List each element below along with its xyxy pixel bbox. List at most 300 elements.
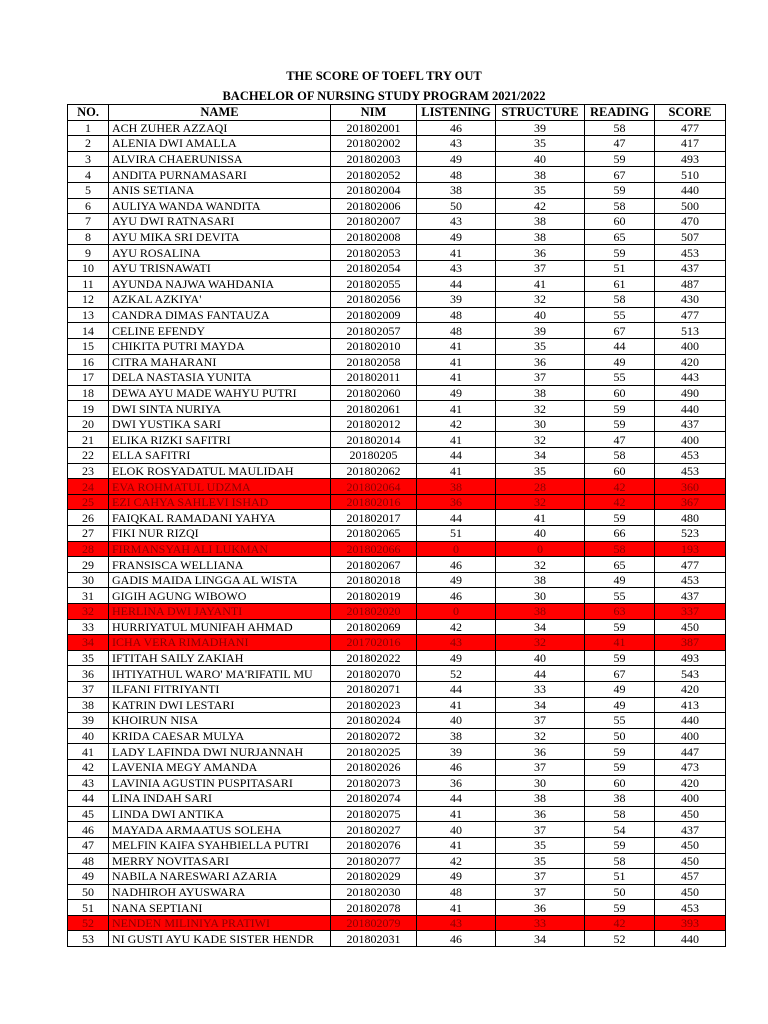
cell-structure: 34 [496,931,585,947]
table-row [68,323,726,339]
table-row [68,182,726,198]
cell-score: 453 [655,245,726,261]
cell-reading: 59 [585,416,655,432]
table-row [68,681,726,697]
cell-listening: 43 [417,635,496,651]
header-no: NO. [68,105,109,121]
cell-reading: 65 [585,557,655,573]
cell-structure: 28 [496,479,585,495]
table-row [68,619,726,635]
cell-score: 450 [655,619,726,635]
cell-reading: 58 [585,292,655,308]
cell-nim: 201802031 [331,931,417,947]
cell-score: 453 [655,900,726,916]
cell-nim: 201702016 [331,635,417,651]
cell-no: 26 [68,510,109,526]
cell-name: NANA SEPTIANI [109,900,331,916]
cell-structure: 38 [496,604,585,620]
cell-score: 490 [655,385,726,401]
cell-reading: 44 [585,338,655,354]
cell-listening: 40 [417,822,496,838]
cell-reading: 59 [585,900,655,916]
table-row [68,557,726,573]
cell-name: AULIYA WANDA WANDITA [109,198,331,214]
cell-listening: 36 [417,494,496,510]
cell-name: DWI YUSTIKA SARI [109,416,331,432]
cell-listening: 41 [417,401,496,417]
cell-listening: 43 [417,260,496,276]
cell-reading: 58 [585,853,655,869]
cell-listening: 51 [417,526,496,542]
cell-score: 387 [655,635,726,651]
cell-score: 437 [655,416,726,432]
table-header-row [68,105,726,121]
table-row [68,167,726,183]
cell-structure: 35 [496,853,585,869]
cell-structure: 42 [496,198,585,214]
cell-listening: 41 [417,697,496,713]
cell-no: 31 [68,588,109,604]
cell-no: 24 [68,479,109,495]
table-row [68,354,726,370]
cell-name: LAVINIA AGUSTIN PUSPITASARI [109,775,331,791]
cell-name: HERLINA DWI JAYANTI [109,604,331,620]
cell-listening: 42 [417,416,496,432]
cell-structure: 40 [496,307,585,323]
cell-name: ELIKA RIZKI SAFITRI [109,432,331,448]
cell-reading: 61 [585,276,655,292]
table-row [68,900,726,916]
cell-no: 29 [68,557,109,573]
cell-score: 393 [655,915,726,931]
cell-name: MELFIN KAIFA SYAHBIELLA PUTRI [109,837,331,853]
cell-structure: 33 [496,915,585,931]
cell-no: 20 [68,416,109,432]
cell-no: 41 [68,744,109,760]
table-row [68,526,726,542]
cell-reading: 52 [585,931,655,947]
cell-no: 46 [68,822,109,838]
cell-no: 53 [68,931,109,947]
cell-structure: 38 [496,167,585,183]
cell-structure: 38 [496,572,585,588]
cell-reading: 59 [585,744,655,760]
cell-nim: 201802076 [331,837,417,853]
cell-score: 193 [655,541,726,557]
cell-no: 44 [68,791,109,807]
cell-structure: 37 [496,260,585,276]
cell-no: 12 [68,292,109,308]
cell-listening: 46 [417,557,496,573]
cell-reading: 38 [585,791,655,807]
cell-score: 477 [655,120,726,136]
cell-reading: 58 [585,448,655,464]
table-row [68,713,726,729]
cell-score: 437 [655,588,726,604]
cell-nim: 201802006 [331,198,417,214]
header-nim: NIM [331,105,417,121]
cell-name: ILFANI FITRIYANTI [109,681,331,697]
cell-score: 420 [655,681,726,697]
table-row [68,884,726,900]
cell-listening: 41 [417,900,496,916]
cell-listening: 38 [417,479,496,495]
cell-reading: 54 [585,822,655,838]
cell-no: 38 [68,697,109,713]
cell-no: 8 [68,229,109,245]
cell-nim: 201802054 [331,260,417,276]
cell-no: 36 [68,666,109,682]
cell-listening: 48 [417,323,496,339]
cell-nim: 201802027 [331,822,417,838]
table-row-highlighted [68,604,726,620]
cell-structure: 37 [496,759,585,775]
cell-listening: 43 [417,136,496,152]
cell-no: 15 [68,338,109,354]
table-row [68,136,726,152]
cell-score: 453 [655,463,726,479]
cell-listening: 38 [417,182,496,198]
cell-nim: 201802071 [331,681,417,697]
cell-nim: 201802012 [331,416,417,432]
cell-reading: 58 [585,120,655,136]
cell-listening: 41 [417,370,496,386]
cell-no: 32 [68,604,109,620]
cell-no: 11 [68,276,109,292]
cell-listening: 41 [417,245,496,261]
cell-nim: 201802056 [331,292,417,308]
cell-reading: 49 [585,354,655,370]
cell-reading: 59 [585,245,655,261]
cell-reading: 65 [585,229,655,245]
cell-reading: 49 [585,572,655,588]
cell-reading: 60 [585,775,655,791]
cell-structure: 37 [496,822,585,838]
cell-score: 400 [655,338,726,354]
cell-structure: 35 [496,463,585,479]
header-score: SCORE [655,105,726,121]
table-row-highlighted [68,494,726,510]
cell-reading: 47 [585,136,655,152]
cell-score: 510 [655,167,726,183]
cell-nim: 201802011 [331,370,417,386]
cell-score: 473 [655,759,726,775]
cell-structure: 0 [496,541,585,557]
cell-name: LINDA DWI ANTIKA [109,806,331,822]
cell-structure: 35 [496,338,585,354]
cell-listening: 48 [417,307,496,323]
cell-nim: 201802024 [331,713,417,729]
cell-structure: 32 [496,728,585,744]
cell-reading: 51 [585,869,655,885]
cell-listening: 46 [417,120,496,136]
cell-name: DWI SINTA NURIYA [109,401,331,417]
cell-listening: 41 [417,432,496,448]
cell-no: 13 [68,307,109,323]
cell-name: ELLA SAFITRI [109,448,331,464]
cell-structure: 37 [496,713,585,729]
table-row [68,931,726,947]
cell-score: 480 [655,510,726,526]
cell-no: 30 [68,572,109,588]
table-row [68,463,726,479]
table-row [68,775,726,791]
cell-name: ANIS SETIANA [109,182,331,198]
cell-listening: 38 [417,728,496,744]
cell-score: 523 [655,526,726,542]
cell-structure: 36 [496,806,585,822]
cell-score: 500 [655,198,726,214]
cell-listening: 46 [417,931,496,947]
table-row [68,307,726,323]
cell-name: CANDRA DIMAS FANTAUZA [109,307,331,323]
cell-structure: 40 [496,151,585,167]
cell-score: 543 [655,666,726,682]
table-row [68,650,726,666]
cell-no: 17 [68,370,109,386]
cell-no: 40 [68,728,109,744]
table-row-highlighted [68,635,726,651]
cell-name: DEWA AYU MADE WAHYU PUTRI [109,385,331,401]
cell-no: 45 [68,806,109,822]
table-row [68,338,726,354]
cell-score: 447 [655,744,726,760]
cell-name: AYUNDA NAJWA WAHDANIA [109,276,331,292]
cell-no: 28 [68,541,109,557]
cell-name: LADY LAFINDA DWI NURJANNAH [109,744,331,760]
cell-listening: 39 [417,744,496,760]
table-row [68,229,726,245]
cell-nim: 201802018 [331,572,417,588]
cell-structure: 37 [496,370,585,386]
cell-nim: 201802069 [331,619,417,635]
cell-name: AYU MIKA SRI DEVITA [109,229,331,245]
cell-name: AYU TRISNAWATI [109,260,331,276]
cell-structure: 39 [496,120,585,136]
cell-listening: 49 [417,869,496,885]
cell-listening: 49 [417,650,496,666]
header-reading: READING [585,105,655,121]
cell-nim: 201802007 [331,214,417,230]
cell-name: GADIS MAIDA LINGGA AL WISTA [109,572,331,588]
table-row [68,198,726,214]
cell-nim: 201802026 [331,759,417,775]
cell-score: 450 [655,884,726,900]
cell-nim: 201802052 [331,167,417,183]
cell-no: 5 [68,182,109,198]
table-row [68,806,726,822]
cell-no: 47 [68,837,109,853]
cell-score: 420 [655,775,726,791]
cell-score: 360 [655,479,726,495]
cell-name: FRANSISCA WELLIANA [109,557,331,573]
table-row [68,869,726,885]
table-row [68,510,726,526]
cell-score: 400 [655,728,726,744]
cell-nim: 201802073 [331,775,417,791]
document-title: THE SCORE OF TOEFL TRY OUT [286,69,482,83]
cell-structure: 44 [496,666,585,682]
table-row-highlighted [68,915,726,931]
cell-name: AZKAL AZKIYA' [109,292,331,308]
cell-structure: 40 [496,650,585,666]
cell-nim: 201802072 [331,728,417,744]
cell-name: ANDITA PURNAMASARI [109,167,331,183]
cell-reading: 55 [585,588,655,604]
cell-no: 10 [68,260,109,276]
cell-structure: 41 [496,510,585,526]
cell-structure: 36 [496,744,585,760]
cell-nim: 201802029 [331,869,417,885]
cell-nim: 201802016 [331,494,417,510]
cell-nim: 201802061 [331,401,417,417]
cell-structure: 41 [496,276,585,292]
cell-listening: 42 [417,619,496,635]
cell-reading: 42 [585,915,655,931]
cell-listening: 0 [417,604,496,620]
table-row [68,276,726,292]
cell-structure: 32 [496,432,585,448]
cell-listening: 43 [417,915,496,931]
table-row [68,292,726,308]
cell-name: IHTIYATHUL WARO' MA'RIFATIL MU [109,666,331,682]
cell-nim: 201802004 [331,182,417,198]
cell-name: NABILA NARESWARI AZARIA [109,869,331,885]
cell-score: 493 [655,650,726,666]
cell-listening: 46 [417,759,496,775]
table-row [68,120,726,136]
cell-structure: 39 [496,323,585,339]
cell-reading: 66 [585,526,655,542]
cell-listening: 49 [417,385,496,401]
document-header [0,66,768,107]
table-row [68,370,726,386]
cell-reading: 50 [585,728,655,744]
cell-score: 450 [655,853,726,869]
table-body [68,120,726,946]
cell-no: 25 [68,494,109,510]
cell-listening: 41 [417,806,496,822]
cell-structure: 34 [496,697,585,713]
cell-no: 23 [68,463,109,479]
cell-nim: 201802020 [331,604,417,620]
cell-name: LINA INDAH SARI [109,791,331,807]
cell-nim: 201802014 [331,432,417,448]
table-row [68,837,726,853]
cell-reading: 67 [585,666,655,682]
cell-nim: 201802008 [331,229,417,245]
cell-score: 450 [655,806,726,822]
cell-reading: 60 [585,214,655,230]
cell-reading: 59 [585,510,655,526]
cell-name: ACH ZUHER AZZAQI [109,120,331,136]
cell-name: GIGIH AGUNG WIBOWO [109,588,331,604]
cell-reading: 58 [585,198,655,214]
cell-structure: 32 [496,557,585,573]
cell-reading: 59 [585,182,655,198]
cell-no: 48 [68,853,109,869]
table-row [68,214,726,230]
table-row [68,853,726,869]
cell-listening: 44 [417,510,496,526]
cell-listening: 0 [417,541,496,557]
cell-reading: 59 [585,619,655,635]
cell-reading: 41 [585,635,655,651]
cell-score: 443 [655,370,726,386]
cell-nim: 201802064 [331,479,417,495]
cell-score: 477 [655,557,726,573]
cell-nim: 201802009 [331,307,417,323]
cell-no: 22 [68,448,109,464]
cell-score: 420 [655,354,726,370]
cell-no: 42 [68,759,109,775]
cell-listening: 49 [417,572,496,588]
cell-structure: 33 [496,681,585,697]
cell-score: 440 [655,401,726,417]
cell-no: 7 [68,214,109,230]
cell-name: FAIQKAL RAMADANI YAHYA [109,510,331,526]
cell-score: 367 [655,494,726,510]
cell-nim: 201802022 [331,650,417,666]
cell-score: 440 [655,182,726,198]
header-structure: STRUCTURE [496,105,585,121]
cell-name: ELOK ROSYADATUL MAULIDAH [109,463,331,479]
cell-nim: 201802025 [331,744,417,760]
cell-score: 430 [655,292,726,308]
header-listening: LISTENING [417,105,496,121]
cell-name: HURRIYATUL MUNIFAH AHMAD [109,619,331,635]
cell-no: 34 [68,635,109,651]
cell-listening: 49 [417,229,496,245]
cell-nim: 201802066 [331,541,417,557]
cell-no: 2 [68,136,109,152]
cell-score: 437 [655,260,726,276]
cell-reading: 51 [585,260,655,276]
table-row-highlighted [68,479,726,495]
cell-score: 400 [655,432,726,448]
cell-structure: 37 [496,869,585,885]
cell-nim: 201802078 [331,900,417,916]
cell-reading: 50 [585,884,655,900]
cell-name: EZI CAHYA SAHLEVI ISHAD [109,494,331,510]
table-row [68,759,726,775]
cell-structure: 38 [496,791,585,807]
cell-name: KRIDA CAESAR MULYA [109,728,331,744]
table-row [68,385,726,401]
cell-no: 6 [68,198,109,214]
document-subtitle: BACHELOR OF NURSING STUDY PROGRAM 2021/2022 [222,89,546,103]
cell-reading: 58 [585,541,655,557]
cell-score: 413 [655,697,726,713]
table-row [68,744,726,760]
cell-reading: 59 [585,650,655,666]
cell-reading: 63 [585,604,655,620]
cell-listening: 41 [417,463,496,479]
cell-reading: 59 [585,837,655,853]
cell-reading: 42 [585,494,655,510]
cell-reading: 59 [585,401,655,417]
cell-nim: 201802070 [331,666,417,682]
table-row [68,697,726,713]
cell-score: 457 [655,869,726,885]
cell-no: 16 [68,354,109,370]
cell-name: KATRIN DWI LESTARI [109,697,331,713]
cell-name: CELINE EFENDY [109,323,331,339]
cell-no: 27 [68,526,109,542]
cell-nim: 201802019 [331,588,417,604]
cell-listening: 44 [417,681,496,697]
cell-structure: 38 [496,214,585,230]
